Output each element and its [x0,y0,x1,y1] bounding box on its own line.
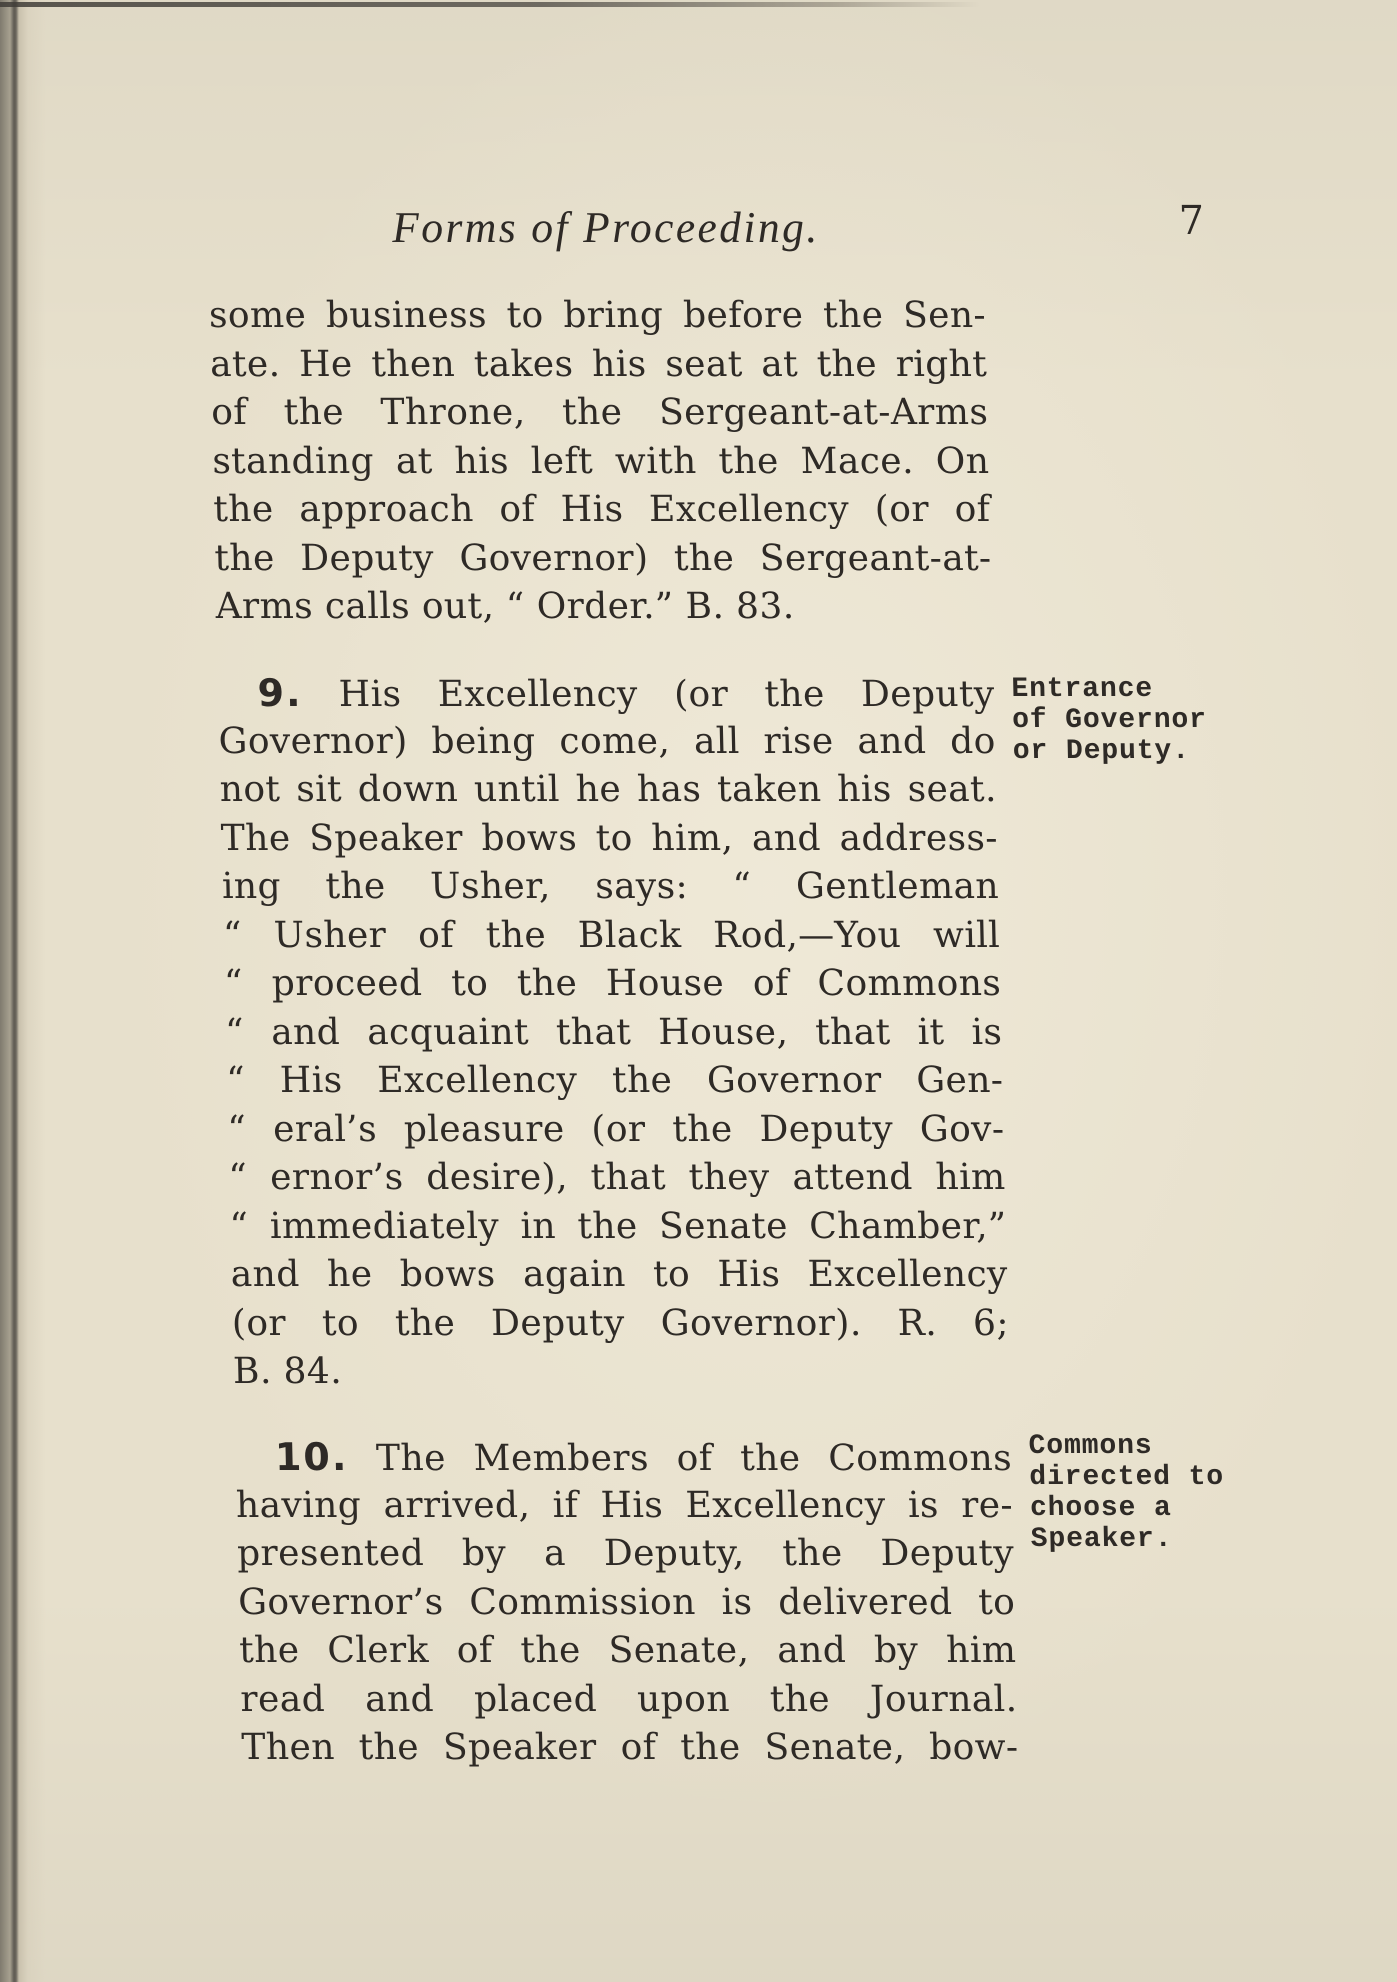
margin-note-commons [1028,1431,1226,1555]
margin-note-line: of Governor [1011,705,1208,736]
text-line: Governor’s Commission is delivered to [237,1581,1016,1623]
text-line: “ eral’s pleasure (or the Deputy Gov- [226,1108,1005,1150]
text-line: presented by a Deputy, the Deputy [236,1533,1015,1574]
text-line: standing at his left with the Mace. On [211,440,990,482]
margin-note-line: Entrance [1011,674,1154,705]
text-line: and he bows again to His Excellency [230,1254,1009,1295]
text-line: “ ernor’s desire), that they attend him [228,1157,1007,1198]
running-head: Forms of Proceeding. [391,203,820,252]
text-line: Governor) being come, all rise and do [218,720,997,762]
text-line-content: The Members of the Commons [375,1438,1013,1479]
section-number: 9. [257,671,303,715]
margin-note-line: choose a [1029,1493,1173,1524]
margin-note-line: Commons [1028,1431,1153,1462]
text-line: the Clerk of the Senate, and by him [238,1630,1017,1671]
text-line-content: His Excellency (or the Deputy [338,674,996,715]
text-line: “ and acquaint that House, that it is [224,1011,1003,1053]
text-line [234,1433,1012,1482]
paragraph-10 [234,1433,1019,1773]
margin-note-entrance [1011,674,1208,767]
text-line: Then the Speaker of the Senate, bow- [241,1727,1019,1768]
text-line: “ proceed to the House of Commons [223,963,1002,1004]
text-line: “ Usher of the Black Rod,—You will [222,914,1001,956]
paragraph-continued [208,292,993,632]
margin-note-line: or Deputy. [1012,736,1191,767]
text-line: having arrived, if His Excellency is re- [235,1484,1014,1526]
text-line: not sit down until he has taken his seat. [219,769,998,810]
text-line: The Speaker bows to him, and address- [220,817,999,859]
text-line: Arms calls out, “ Order.” B. 83. [215,586,795,627]
text-line: some business to bring before the Sen- [208,295,987,336]
section-number: 10. [274,1435,349,1479]
text-line: read and placed upon the Journal. [239,1678,1018,1720]
text-line: “ His Excellency the Governor Gen- [225,1060,1004,1101]
text-line: the approach of His Excellency (or of [212,489,991,530]
text-line: the Deputy Governor) the Sergeant-at- [214,537,992,579]
text-line [217,669,995,718]
text-line: (or to the Deputy Governor). R. 6; [231,1302,1010,1344]
text-line: ate. He then takes his seat at the right [209,343,988,385]
margin-note-line: Speaker. [1030,1524,1173,1555]
text-line: ing the Usher, says: “ Gentleman [221,866,1000,907]
text-line: of the Throne, the Sergeant-at-Arms [210,392,989,433]
text-line: B. 84. [232,1351,343,1392]
page-number: 7 [1178,198,1205,244]
paragraph-9 [217,669,1011,1397]
text-line: “ immediately in the Senate Chamber,” [229,1205,1008,1247]
margin-note-line: directed to [1029,1462,1225,1493]
